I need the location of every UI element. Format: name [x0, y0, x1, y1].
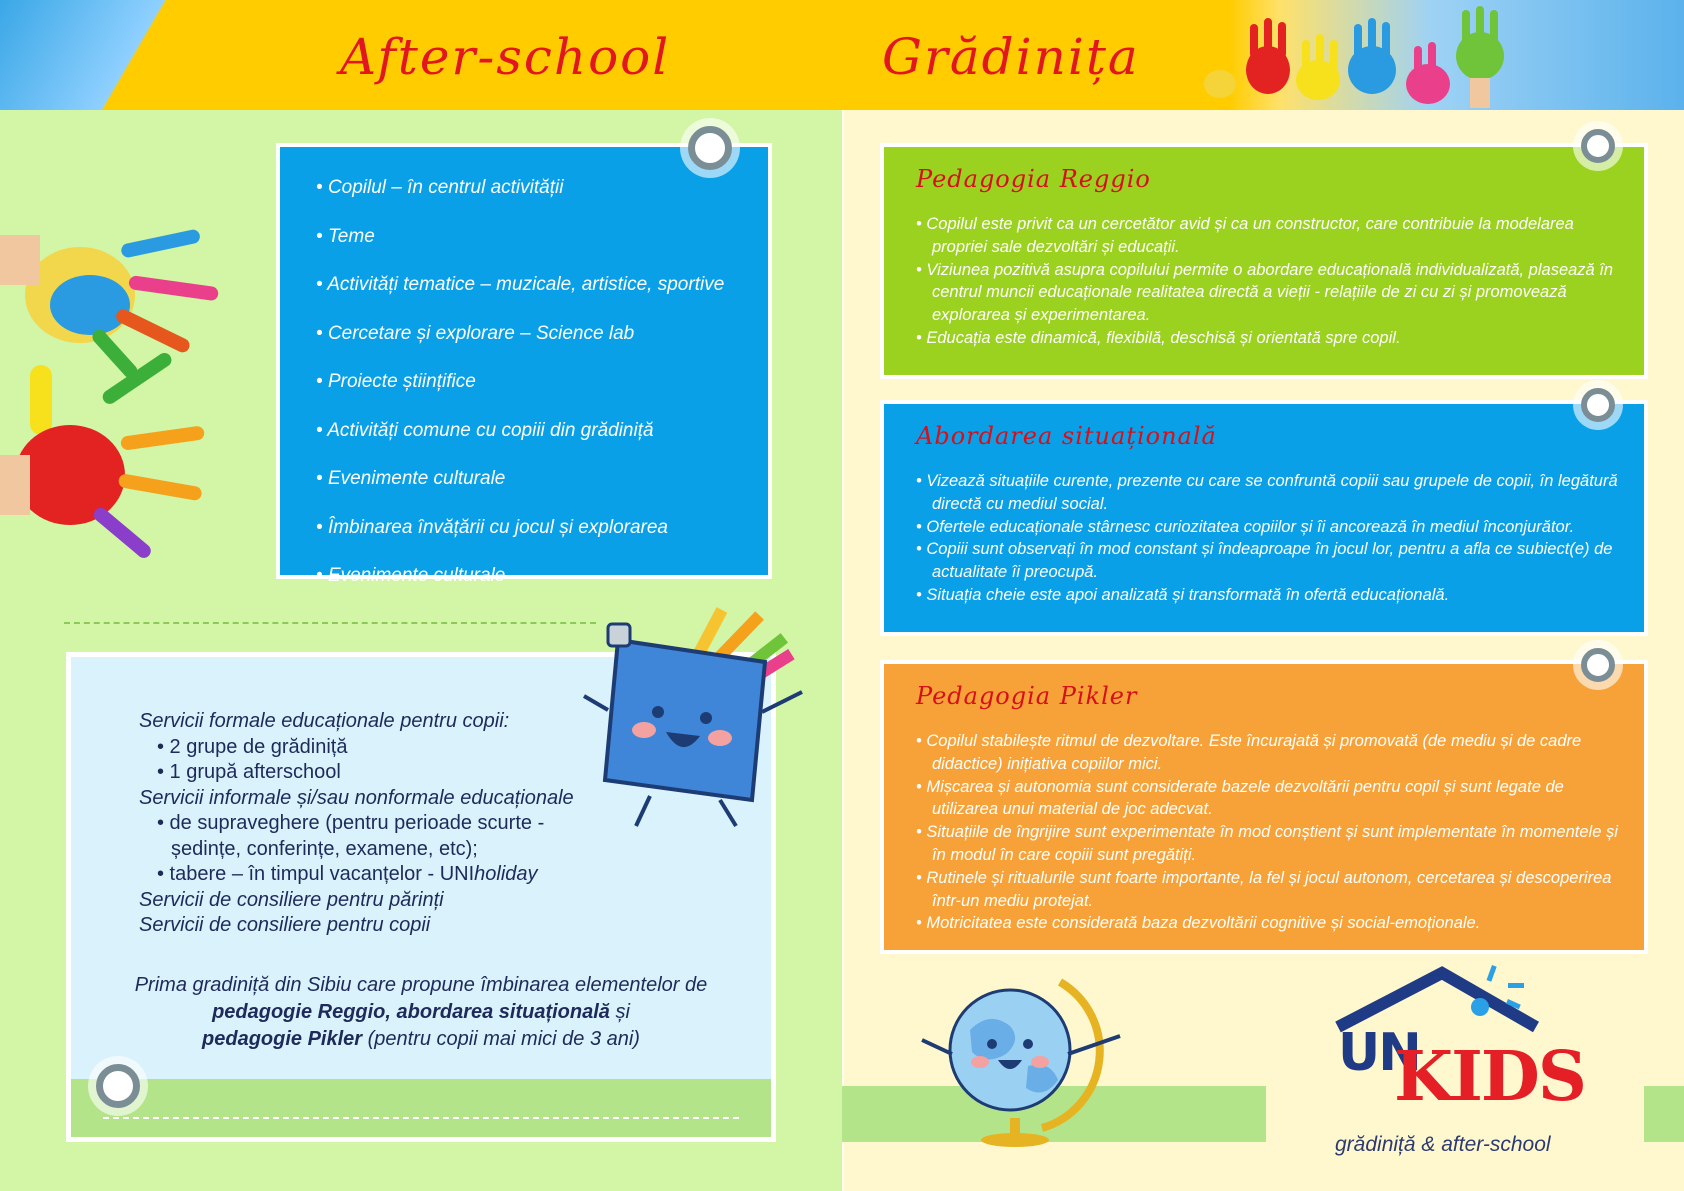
pikler-item: • Copilul stabilește ritmul de dezvoltare. Este încurajată și promovată (de mediu și de cadre didactice) inițiativa copiilor mici.: [916, 732, 1582, 773]
pikler-item: • Rutinele și ritualurile sunt foarte importante, la fel și jocul autonom, cercetarea și descoperirea într-un mediu protejat.: [916, 868, 1612, 910]
prima-mid: și: [609, 1001, 630, 1023]
uniholiday-suffix: holiday: [474, 863, 538, 885]
services-card-band: [71, 1079, 771, 1137]
prima-bold-2: pedagogie Pikler: [202, 1028, 363, 1050]
painted-hand-prints-icon: [0, 215, 240, 575]
pencil-case-mascot-icon: [580, 600, 870, 840]
activity-item: • Activități comune cu copiii din grădiniță: [316, 418, 748, 467]
service-item: • 1 grupă afterschool: [157, 761, 341, 783]
situational-text: [916, 470, 1630, 607]
activity-item: • Activități tematice – muzicale, artistice, sportive: [316, 272, 748, 321]
binder-ring-icon: [688, 126, 732, 170]
situational-title: Abordarea situațională: [916, 422, 1217, 450]
activities-card: [276, 143, 772, 586]
dashed-divider: [64, 622, 596, 624]
prima-tail: (pentru copii mai mici de 3 ani): [362, 1028, 640, 1050]
uniholiday-prefix: • tabere – în timpul vacanțelor - UNI: [157, 863, 475, 885]
logo-kids: KIDS: [1394, 1037, 1585, 1117]
service-item: [139, 862, 574, 888]
activity-item: • Cercetare și explorare – Science lab: [316, 321, 748, 370]
logo-tagline: grădiniță & after-school: [1335, 1133, 1551, 1156]
prima-line-1: Prima gradiniță din Sibiu care propune îmbinarea elementelor de: [134, 974, 708, 996]
service-item: • 2 grupe de grădiniță: [157, 735, 348, 758]
right-bottom-band-edge: [1644, 1086, 1684, 1142]
binder-ring-icon: [1581, 648, 1615, 682]
pikler-item: • Mișcarea și autonomia sunt considerate bazele dezvoltării pentru copil și sunt legate de utilizarea unui material de joc adecvat.: [916, 777, 1564, 819]
situational-item: • Copiii sunt observați în mod constant și îndeaproape în jocul lor, pentru a afla ce subiect(e) de actualitate îi preocupă.: [916, 540, 1613, 582]
parents-counseling: Servicii de consiliere pentru părinți: [139, 888, 444, 911]
reggio-item: • Copilul este privit ca un cercetător avid și ca un constructor, care contribuie la modelarea propriei sale dezvoltări și educații.: [916, 215, 1574, 256]
reggio-card: [880, 143, 1648, 379]
pikler-card: [880, 660, 1648, 954]
pikler-item: • Situațiile de îngrijire sunt experimentate în mod conștient și sunt implementate în momentele și în modul în care copiii sunt pregătiți.: [916, 823, 1618, 864]
activity-item: • Evenimente culturale: [316, 563, 748, 612]
activity-item: • Teme: [316, 224, 748, 273]
activity-item: • Copilul – în centrul activității: [316, 175, 748, 224]
situational-item: • Situația cheie este apoi analizată și transformată în ofertă educațională.: [916, 585, 1450, 604]
activity-item: • Îmbinarea învățării cu jocul și explorarea: [316, 515, 748, 564]
reggio-text: [916, 213, 1630, 350]
logo-uni: UN: [1338, 1023, 1420, 1083]
activities-list: [280, 147, 768, 612]
binder-ring-icon: [1581, 388, 1615, 422]
reggio-item: • Viziunea pozitivă asupra copilului permite o abordare educațională individualizată, plasează în centrul muncii educaționale realitatea directă a vieții - relațiile de zi cu zi și promovează explorarea și experimentarea.: [916, 260, 1614, 325]
globe-mascot-icon: [910, 970, 1130, 1150]
pikler-title: Pedagogia Pikler: [916, 682, 1138, 710]
binder-ring-icon: [1581, 129, 1615, 163]
pikler-item: • Motricitatea este considerată baza dezvoltării cognitive și social-emoționale.: [916, 914, 1481, 933]
situational-card: [880, 400, 1648, 636]
pikler-text: [916, 730, 1630, 935]
prima-statement: [111, 972, 731, 1053]
gradinita-title: Grădinița: [882, 28, 1140, 86]
activity-item: • Evenimente culturale: [316, 466, 748, 515]
informal-services-heading: Servicii informale și/sau nonformale educaționale: [139, 786, 574, 809]
services-list: [139, 709, 574, 939]
reggio-item: • Educația este dinamică, flexibilă, deschisă și orientată spre copil.: [916, 328, 1401, 347]
painted-hands-icon: [1190, 4, 1550, 108]
children-counseling: Servicii de consiliere pentru copii: [139, 914, 431, 936]
reggio-title: Pedagogia Reggio: [916, 165, 1151, 193]
binder-ring-icon: [96, 1064, 140, 1108]
after-school-title: After-school: [340, 28, 671, 86]
service-item-continuation: ședințe, conferințe, examene, etc);: [171, 837, 478, 860]
formal-services-heading: Servicii formale educaționale pentru copii:: [139, 710, 510, 732]
situational-item: • Vizează situațiile curente, prezente cu care se confruntă copiii sau grupele de copii, în legătură directă cu mediul social.: [916, 472, 1618, 513]
service-item: • de supraveghere (pentru perioade scurte -: [157, 812, 545, 834]
prima-bold-1: pedagogie Reggio, abordarea situațională: [212, 1001, 610, 1023]
situational-item: • Ofertele educaționale stârnesc curiozitatea copiilor și îi ancorează în mediul înconjurător.: [916, 517, 1575, 536]
activity-item: • Proiecte științifice: [316, 369, 748, 418]
services-card-dashline: [103, 1117, 739, 1119]
